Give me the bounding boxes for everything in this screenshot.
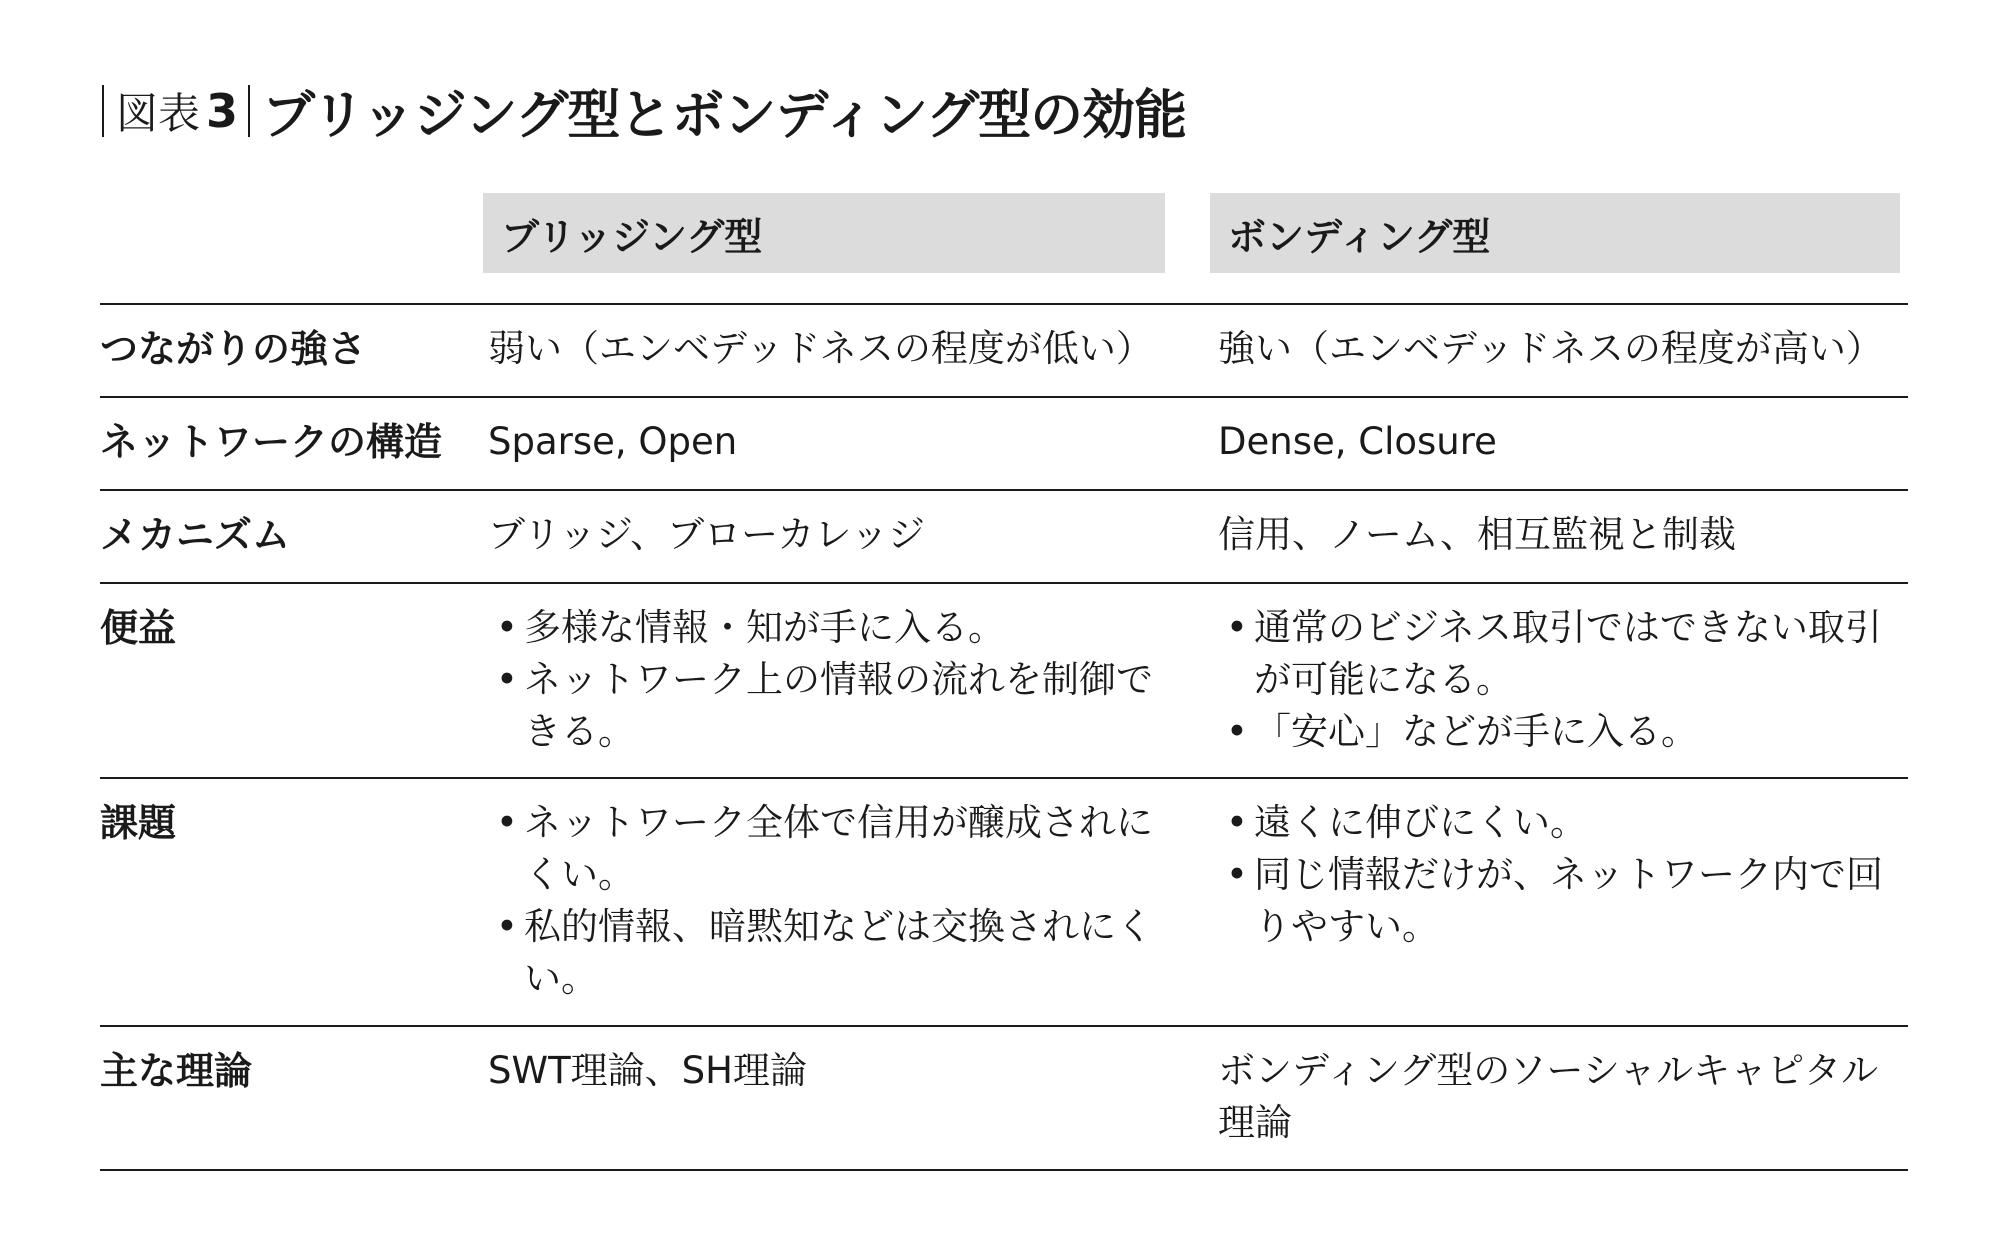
table-rule xyxy=(100,303,1908,305)
list-item: • 「安心」などが手に入る。 xyxy=(1218,706,1910,758)
cell-bonding-benefit xyxy=(1218,602,1910,758)
cell-bonding-challenge xyxy=(1218,797,1910,953)
cell-bridging-challenge xyxy=(488,797,1178,1005)
figure-label: 図表 xyxy=(116,89,201,138)
cell-bridging-strength: 弱い（エンベデッドネスの程度が低い） xyxy=(488,327,1153,370)
list-item: • 同じ情報だけが、ネットワーク内で回りやすい。 xyxy=(1218,849,1910,953)
list-item: • 遠くに伸びにくい。 xyxy=(1218,797,1910,849)
table-rule xyxy=(100,396,1908,398)
row-label-benefit: 便益 xyxy=(100,606,177,650)
cell-bonding-strength: 強い（エンベデッドネスの程度が高い） xyxy=(1218,327,1883,370)
column-header-bridging: ブリッジング型 xyxy=(483,193,1165,273)
list-item: • 多様な情報・知が手に入る。 xyxy=(488,602,1178,654)
row-label-strength: つながりの強さ xyxy=(100,327,367,371)
table-rule xyxy=(100,777,1908,779)
table-rule xyxy=(100,1025,1908,1027)
column-header-bonding: ボンディング型 xyxy=(1210,193,1900,273)
row-label-theory: 主な理論 xyxy=(100,1049,253,1093)
row-label-mechanism: メカニズム xyxy=(100,513,291,557)
table-rule xyxy=(100,582,1908,584)
row-label-structure: ネットワークの構造 xyxy=(100,420,443,464)
cell-bonding-mechanism: 信用、ノーム、相互監視と制裁 xyxy=(1218,513,1736,556)
list-item: • ネットワーク全体で信用が醸成されにくい。 xyxy=(488,797,1178,901)
table-rule xyxy=(100,1169,1908,1171)
cell-bridging-mechanism: ブリッジ、ブローカレッジ xyxy=(488,513,925,556)
figure-title xyxy=(102,76,1186,146)
cell-bonding-structure: Dense, Closure xyxy=(1218,420,1497,463)
title-divider-right xyxy=(248,85,250,137)
cell-bridging-theory: SWT理論、SH理論 xyxy=(488,1049,807,1092)
figure-main-title: ブリッジング型とボンディング型の効能 xyxy=(262,85,1187,146)
list-item: • 通常のビジネス取引ではできない取引が可能になる。 xyxy=(1218,602,1910,706)
figure-number: 3 xyxy=(206,84,239,138)
cell-bonding-theory: ボンディング型のソーシャルキャピタル理論 xyxy=(1218,1049,1879,1144)
table-rule xyxy=(100,489,1908,491)
cell-bridging-benefit xyxy=(488,602,1178,758)
row-label-challenge: 課題 xyxy=(100,801,177,845)
list-item: • ネットワーク上の情報の流れを制御できる。 xyxy=(488,654,1178,758)
cell-bridging-structure: Sparse, Open xyxy=(488,420,738,463)
title-divider-left xyxy=(102,85,104,137)
list-item: • 私的情報、暗黙知などは交換されにくい。 xyxy=(488,901,1178,1005)
